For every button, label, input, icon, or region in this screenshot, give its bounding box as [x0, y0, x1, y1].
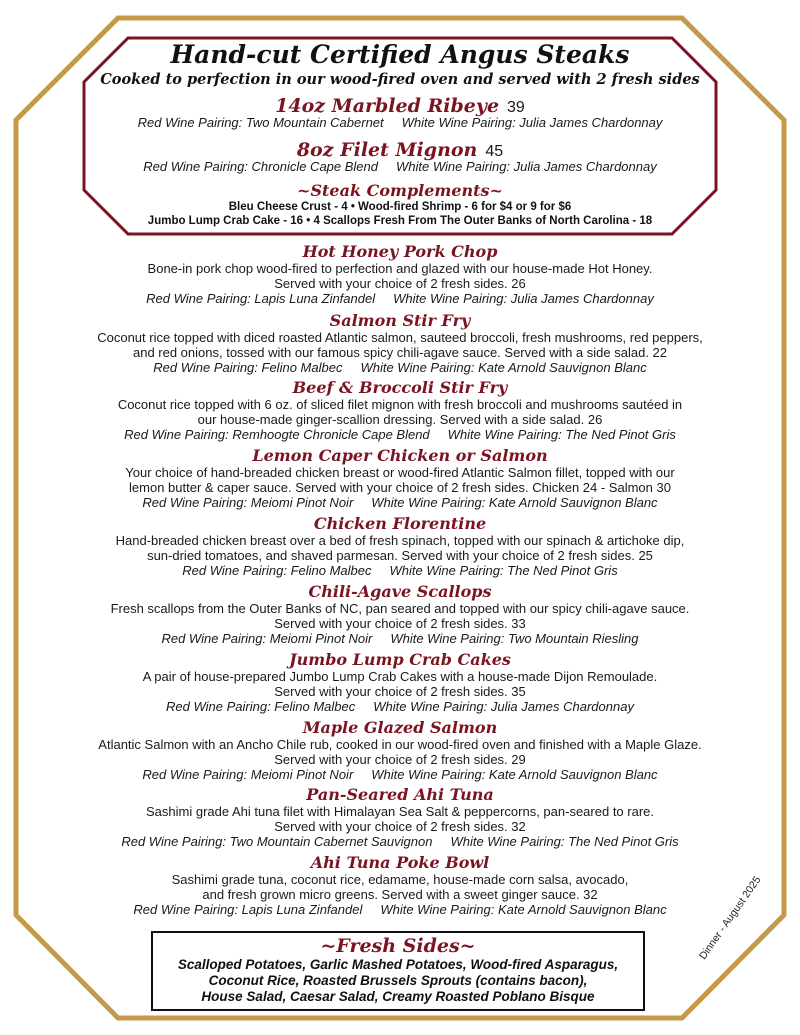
red-wine-pairing: Red Wine Pairing: Felino Malbec [182, 563, 372, 578]
red-wine-pairing: Red Wine Pairing: Two Mountain Cabernet Sauvignon [121, 834, 433, 849]
white-wine-pairing: White Wine Pairing: Kate Arnold Sauvignon Blanc [360, 360, 647, 375]
white-wine-pairing: White Wine Pairing: Kate Arnold Sauvignon Blanc [371, 495, 658, 510]
steaks-heading: Hand-cut Certified Angus Steaks [170, 40, 630, 69]
entree-description: Served with your choice of 2 fresh sides. 32 [274, 818, 526, 834]
sides-line: House Salad, Caesar Salad, Creamy Roasted Poblano Bisque [201, 989, 595, 1004]
entree-description: Coconut rice topped with diced roasted Atlantic salmon, sauteed broccoli, fresh mushrooms, red peppers, [97, 330, 703, 345]
entree-name: Lemon Caper Chicken or Salmon [252, 446, 548, 465]
fresh-sides-box [151, 931, 645, 1011]
wine-pairing [0, 699, 800, 714]
entree-description: Served with your choice of 2 fresh sides. 29 [274, 751, 526, 767]
steak-pairing [0, 159, 800, 174]
red-wine-pairing: Red Wine Pairing: Meiomi Pinot Noir [142, 767, 354, 782]
wine-pairing [0, 834, 800, 849]
entree-item [0, 785, 800, 849]
entree-name: Maple Glazed Salmon [302, 718, 498, 737]
steak-name: 14oz Marbled Ribeye [275, 95, 500, 117]
entree-item [0, 514, 800, 578]
entree-description: Coconut rice topped with 6 oz. of sliced filet mignon with fresh broccoli and mushrooms sautéed in [117, 397, 683, 412]
steak-price: 45 [485, 143, 504, 160]
entree-description: lemon butter & caper sauce. Served with your choice of 2 fresh sides. Chicken 24 - Salmon 30 [129, 479, 671, 495]
entree-description: Served with your choice of 2 fresh sides. 33 [274, 615, 526, 631]
entree-name: Beef & Broccoli Stir Fry [292, 378, 508, 397]
red-wine-pairing: Red Wine Pairing: Meiomi Pinot Noir [161, 631, 373, 646]
white-wine-pairing: White Wine Pairing: Julia James Chardonnay [401, 115, 663, 130]
fresh-sides-heading: ~Fresh Sides~ [320, 935, 476, 957]
steaks-subheading: Cooked to perfection in our wood-fired oven and served with 2 fresh sides [100, 71, 700, 88]
white-wine-pairing: White Wine Pairing: Julia James Chardonnay [373, 699, 634, 714]
entree-description: and fresh grown micro greens. Served with a sweet ginger sauce. 32 [202, 886, 598, 902]
red-wine-pairing: Red Wine Pairing: Remhoogte Chronicle Cape Blend [124, 427, 430, 442]
white-wine-pairing: White Wine Pairing: Kate Arnold Sauvignon Blanc [371, 767, 658, 782]
entree-item [0, 718, 800, 782]
entree-description: Atlantic Salmon with an Ancho Chile rub, cooked in our wood-fired oven and finished with a Maple Glaze. [98, 737, 702, 752]
steak-price: 39 [507, 99, 525, 116]
entree-description: Fresh scallops from the Outer Banks of NC, pan seared and topped with our spicy chili-agave sauce. [110, 601, 690, 616]
entree-description: Served with your choice of 2 fresh sides. 26 [274, 275, 526, 291]
wine-pairing [0, 291, 800, 306]
entree-description: Sashimi grade tuna, coconut rice, edamame, house-made corn salsa, avocado, [171, 872, 629, 887]
entree-name: Hot Honey Pork Chop [302, 242, 498, 261]
complements-line: Jumbo Lump Crab Cake - 16 • 4 Scallops Fresh From The Outer Banks of North Carolina - 18 [147, 215, 653, 227]
entree-description: and red onions, tossed with our famous spicy chili-agave sauce. Served with a side salad. 22 [132, 344, 667, 360]
red-wine-pairing: Red Wine Pairing: Lapis Luna Zinfandel [133, 902, 363, 917]
entree-name: Chili-Agave Scallops [308, 582, 492, 601]
complements-line: Bleu Cheese Crust - 4 • Wood-fired Shrimp - 6 for $4 or 9 for $6 [228, 201, 572, 213]
sides-line: Scalloped Potatoes, Garlic Mashed Potatoes, Wood-fired Asparagus, [177, 957, 619, 972]
wine-pairing [0, 631, 800, 646]
entree-description: A pair of house-prepared Jumbo Lump Crab Cakes with a house-made Dijon Remoulade. [142, 669, 658, 684]
entree-description: sun-dried tomatoes, and shaved parmesan. Served with your choice of 2 fresh sides. 25 [147, 547, 653, 563]
entree-name: Pan-Seared Ahi Tuna [306, 785, 494, 804]
wine-pairing [0, 495, 800, 510]
steak-pairing [0, 115, 800, 130]
steak-item [0, 139, 800, 161]
entree-item [0, 446, 800, 510]
entree-description: Your choice of hand-breaded chicken breast or wood-fired Atlantic Salmon fillet, topped with our [125, 465, 675, 480]
white-wine-pairing: White Wine Pairing: The Ned Pinot Gris [450, 834, 679, 849]
entree-description: Hand-breaded chicken breast over a bed of fresh spinach, topped with our spinach & artichoke dip, [115, 533, 685, 548]
white-wine-pairing: White Wine Pairing: Two Mountain Riesling [390, 631, 639, 646]
red-wine-pairing: Red Wine Pairing: Felino Malbec [153, 360, 343, 375]
entree-item [0, 853, 800, 917]
entree-item [0, 242, 800, 306]
red-wine-pairing: Red Wine Pairing: Two Mountain Cabernet [137, 115, 384, 130]
wine-pairing [0, 427, 800, 442]
white-wine-pairing: White Wine Pairing: Julia James Chardonnay [393, 291, 654, 306]
entree-name: Salmon Stir Fry [329, 311, 471, 330]
entree-description: Bone-in pork chop wood-fired to perfection and glazed with our house-made Hot Honey. [147, 261, 653, 276]
entree-item [0, 650, 800, 714]
white-wine-pairing: White Wine Pairing: The Ned Pinot Gris [447, 427, 676, 442]
wine-pairing [0, 563, 800, 578]
red-wine-pairing: Red Wine Pairing: Felino Malbec [166, 699, 356, 714]
entree-name: Ahi Tuna Poke Bowl [310, 853, 490, 872]
entree-item [0, 378, 800, 442]
wine-pairing [0, 902, 800, 917]
entree-item [0, 311, 800, 375]
steak-name: 8oz Filet Mignon [296, 139, 478, 161]
entree-description: our house-made ginger-scallion dressing. Served with a side salad. 26 [197, 411, 603, 427]
white-wine-pairing: White Wine Pairing: The Ned Pinot Gris [389, 563, 618, 578]
entree-name: Chicken Florentine [313, 514, 487, 533]
red-wine-pairing: Red Wine Pairing: Meiomi Pinot Noir [142, 495, 354, 510]
red-wine-pairing: Red Wine Pairing: Chronicle Cape Blend [143, 159, 378, 174]
complements-heading: ~Steak Complements~ [297, 181, 503, 200]
white-wine-pairing: White Wine Pairing: Kate Arnold Sauvignon Blanc [380, 902, 667, 917]
entree-description: Sashimi grade Ahi tuna filet with Himalayan Sea Salt & peppercorns, pan-seared to rare. [146, 804, 654, 819]
entree-item [0, 582, 800, 646]
menu-date-note: Dinner - August 2025 [697, 874, 764, 962]
steak-item [0, 95, 800, 117]
wine-pairing [0, 360, 800, 375]
white-wine-pairing: White Wine Pairing: Julia James Chardonnay [396, 159, 657, 174]
entree-description: Served with your choice of 2 fresh sides. 35 [274, 683, 526, 699]
red-wine-pairing: Red Wine Pairing: Lapis Luna Zinfandel [146, 291, 376, 306]
sides-line: Coconut Rice, Roasted Brussels Sprouts (contains bacon), [208, 973, 588, 988]
wine-pairing [0, 767, 800, 782]
entree-name: Jumbo Lump Crab Cakes [289, 650, 511, 669]
